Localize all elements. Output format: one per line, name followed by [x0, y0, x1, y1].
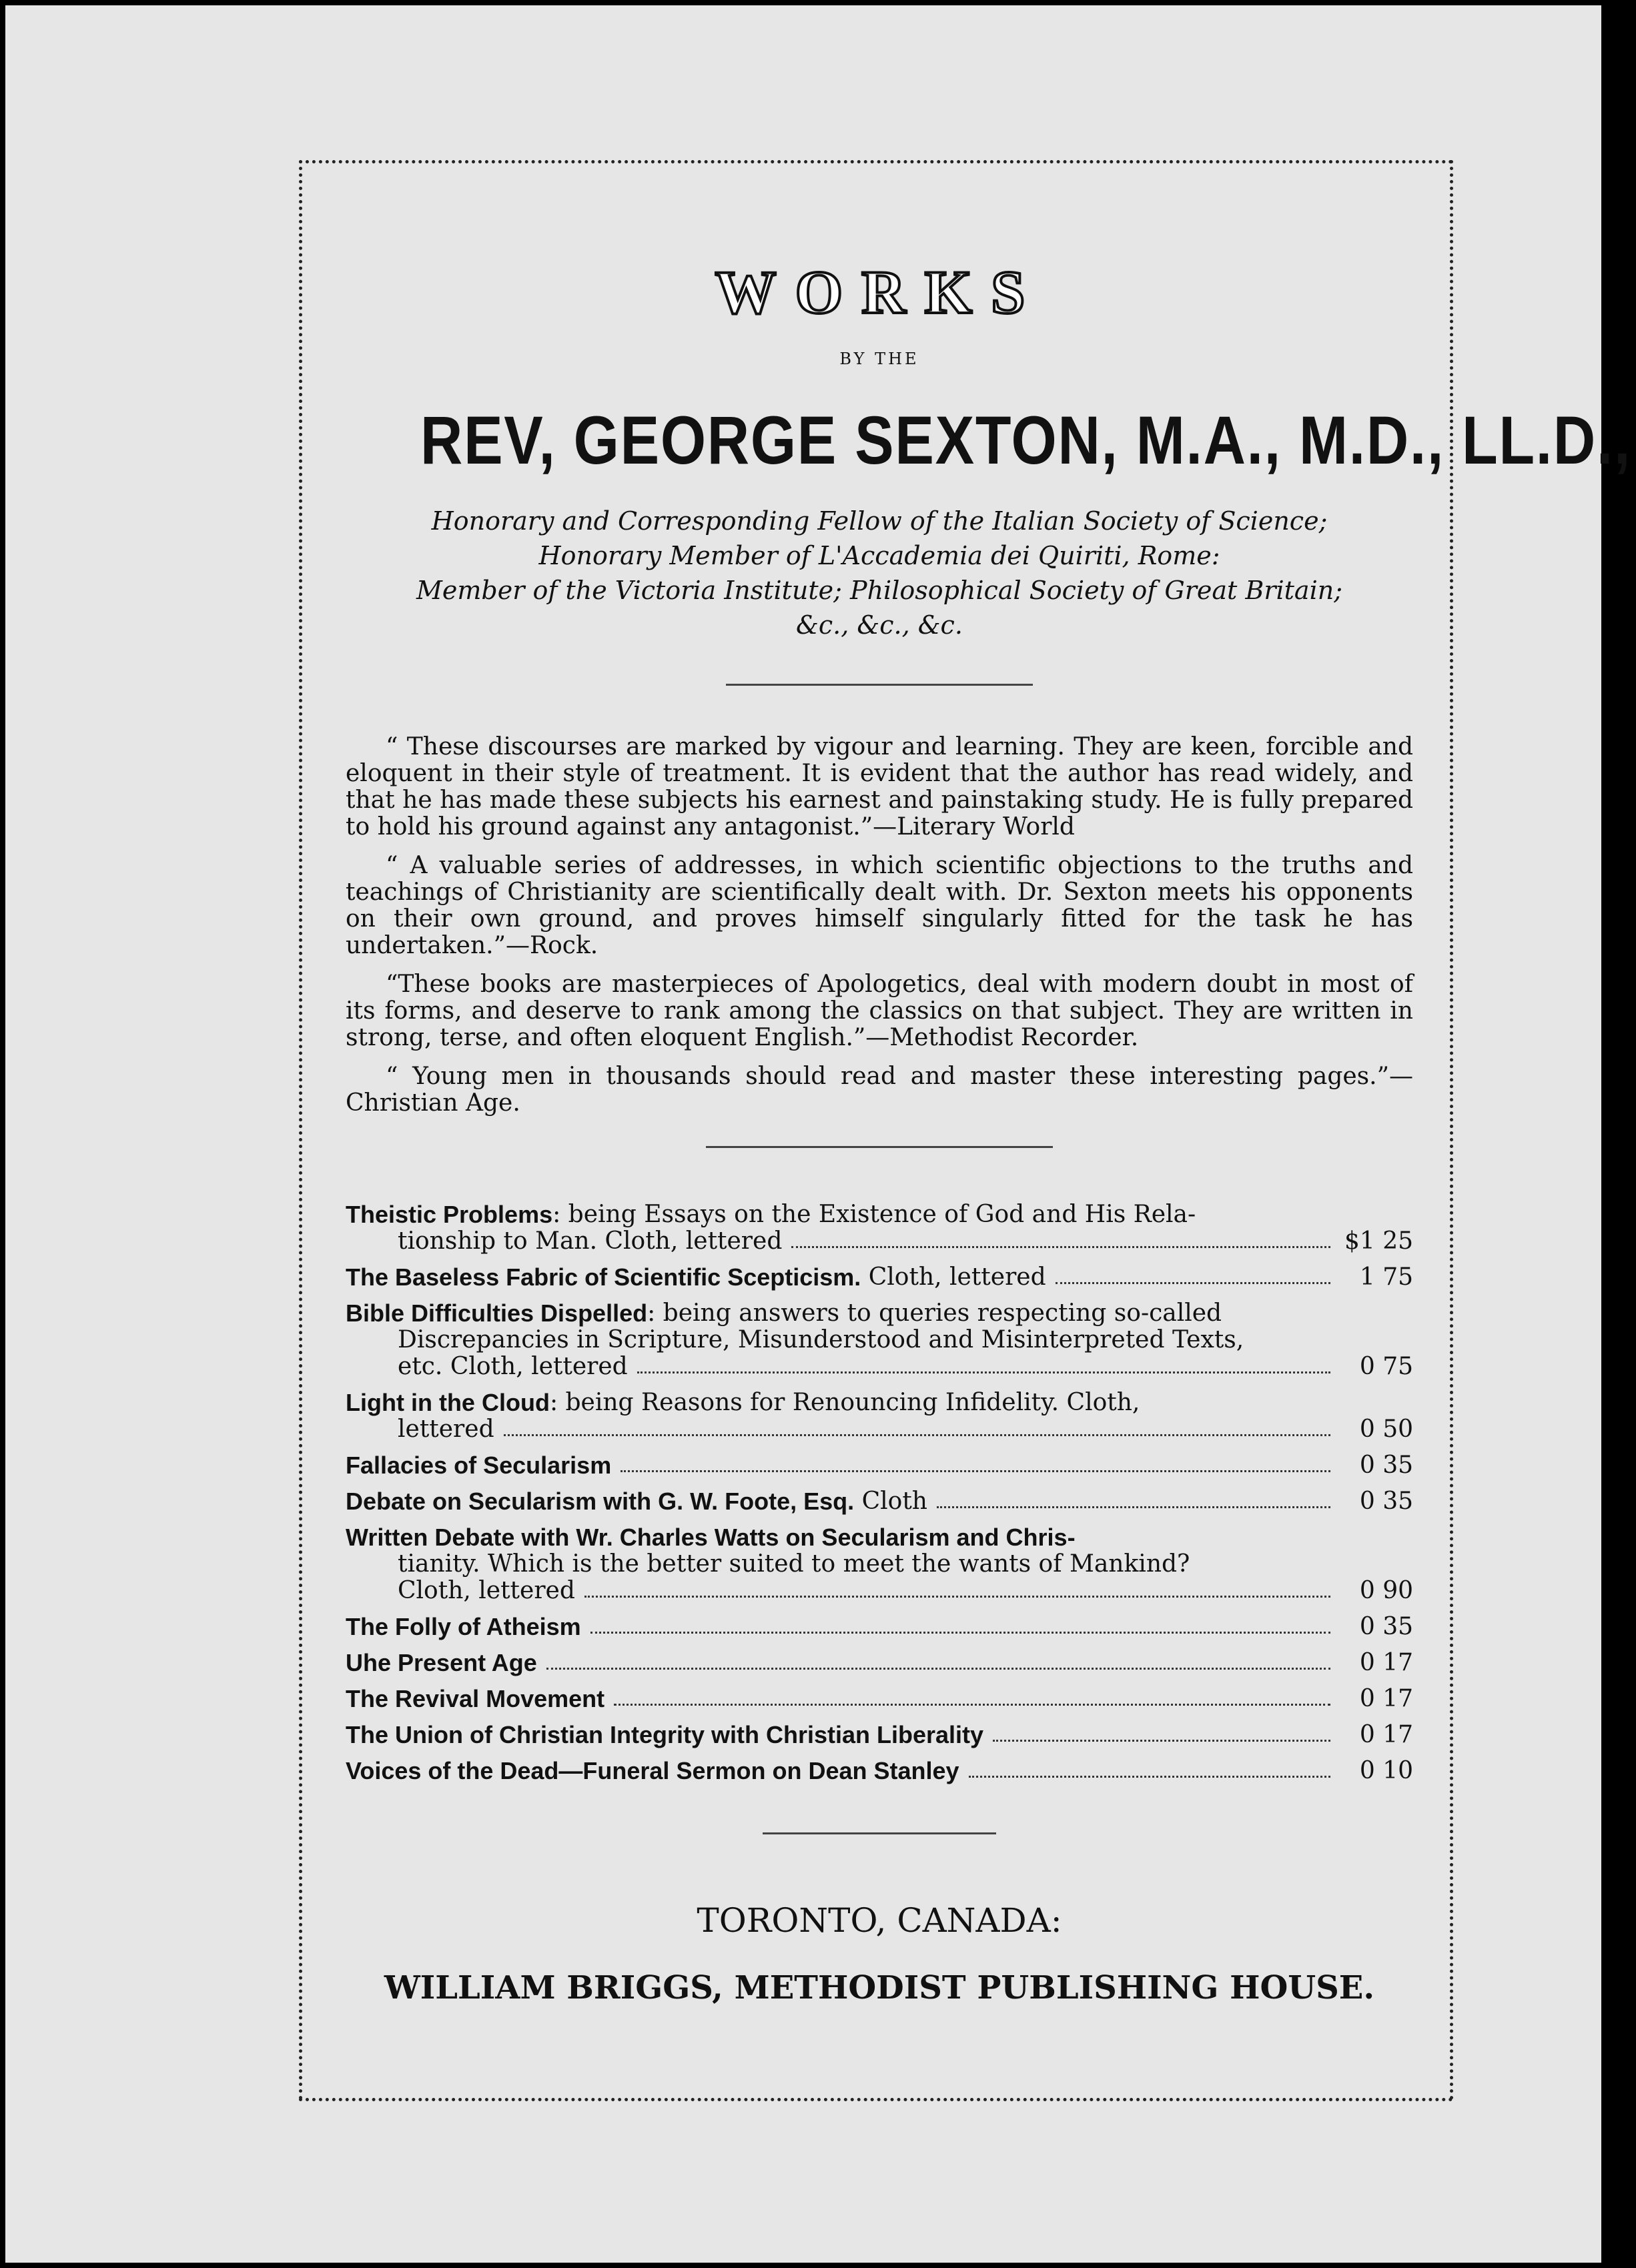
book-title: Bible Difficulties Dispelled — [346, 1299, 648, 1327]
book-title: Written Debate with Wr. Charles Watts on Secularism and Chris- — [346, 1524, 1076, 1551]
honor-line: Honorary Member of L'Accademia dei Quiriti, Rome: — [538, 541, 1220, 570]
book-price: 0 17 — [1359, 1721, 1413, 1748]
divider — [706, 1146, 1053, 1148]
book-title: The Folly of Atheism — [346, 1613, 581, 1640]
book-price: 0 17 — [1359, 1649, 1413, 1676]
book-price: 0 17 — [1359, 1685, 1413, 1712]
book-desc: Cloth, lettered — [868, 1263, 1046, 1291]
book-price: 0 50 — [1359, 1415, 1413, 1443]
book-cont: etc. Cloth, lettered — [398, 1353, 628, 1380]
list-item — [346, 1389, 1413, 1443]
book-title: Theistic Problems — [346, 1201, 553, 1228]
book-price: 0 10 — [1359, 1757, 1413, 1784]
book-price: 0 35 — [1359, 1613, 1413, 1640]
book-title: Light in the Cloud — [346, 1389, 550, 1416]
review-quote: “ Young men in thousands should read and master these interesting pages.”—Christian Age. — [346, 1063, 1413, 1117]
book-title: Uhe Present Age — [346, 1649, 537, 1676]
book-cont: tionship to Man. Cloth, lettered — [398, 1227, 783, 1255]
list-item — [346, 1452, 1413, 1479]
list-item — [346, 1722, 1413, 1748]
divider — [726, 684, 1033, 686]
book-price: 0 75 — [1359, 1353, 1413, 1380]
works-heading: WORKS — [715, 258, 1044, 326]
review-quote: “These books are masterpieces of Apologetics, deal with modern doubt in most of its forms, and deserve to rank among the classics on that subject. They are written in strong, terse, and often eloquent English.”—Methodist Recorder. — [346, 971, 1413, 1051]
honor-line: Member of the Victoria Institute; Philosophical Society of Great Britain; — [416, 576, 1343, 605]
author-name: REV, GEORGE SEXTON, M.A., M.D., LL.D., — [420, 402, 1632, 478]
list-item — [346, 1300, 1413, 1380]
book-desc: : being Reasons for Renouncing Infidelity. Cloth, — [549, 1389, 1140, 1416]
publisher-name: WILLIAM BRIGGS, METHODIST PUBLISHING HOUSE. — [384, 1969, 1375, 2007]
book-list — [346, 1201, 1413, 1784]
book-price: 0 35 — [1359, 1488, 1413, 1515]
by-the-label: BY THE — [839, 350, 919, 368]
list-item — [346, 1758, 1413, 1784]
list-item — [346, 1488, 1413, 1515]
book-title: The Union of Christian Integrity with Christian Liberality — [346, 1721, 984, 1748]
publisher-city: TORONTO, CANADA: — [697, 1901, 1062, 1940]
book-desc: Cloth — [861, 1488, 927, 1515]
book-title: Debate on Secularism with G. W. Foote, Esq. — [346, 1488, 855, 1515]
book-price: 1 75 — [1359, 1263, 1413, 1291]
honor-line: Honorary and Corresponding Fellow of the Italian Society of Science; — [431, 506, 1328, 536]
list-item — [346, 1524, 1413, 1604]
review-quotes — [346, 734, 1413, 1117]
content — [346, 258, 1632, 2007]
book-title: The Baseless Fabric of Scientific Scepticism. — [346, 1263, 861, 1291]
list-item — [346, 1650, 1413, 1676]
list-item — [346, 1614, 1413, 1640]
book-price: 0 90 — [1359, 1577, 1413, 1604]
book-title: The Revival Movement — [346, 1685, 605, 1712]
review-quote: “ These discourses are marked by vigour and learning. They are keen, forcible and eloquent in their style of treatment. It is evident that the author has read widely, and that he has made these subjects his earnest and painstaking study. He is fully prepared to hold his ground against any antagonist.”—Literary World — [346, 733, 1413, 840]
book-price: $1 25 — [1344, 1227, 1413, 1255]
book-title: Fallacies of Secularism — [346, 1452, 612, 1479]
list-item — [346, 1264, 1413, 1291]
book-cont: tianity. Which is the better suited to meet the wants of Mankind? — [398, 1550, 1190, 1578]
book-price: 0 35 — [1359, 1452, 1413, 1479]
divider — [763, 1832, 996, 1834]
book-cont: Discrepancies in Scripture, Misunderstood and Misinterpreted Texts, — [398, 1326, 1244, 1353]
review-quote: “ A valuable series of addresses, in which scientific objections to the truths and teachings of Christianity are scientifically dealt with. Dr. Sexton meets his opponents on their own ground, and proves himself singularly fitted for the task he has undertaken.”—Rock. — [346, 852, 1413, 959]
list-item — [346, 1686, 1413, 1712]
book-desc: : being Essays on the Existence of God and His Rela- — [552, 1201, 1196, 1228]
honor-line: &c., &c., &c. — [796, 610, 963, 640]
book-desc: : being answers to queries respecting so-called — [647, 1299, 1222, 1327]
page — [5, 5, 1632, 2263]
book-title: Voices of the Dead—Funeral Sermon on Dean Stanley — [346, 1757, 959, 1784]
book-cont: Cloth, lettered — [398, 1577, 575, 1604]
honors-block — [346, 504, 1413, 642]
book-cont: lettered — [398, 1415, 494, 1443]
list-item — [346, 1201, 1413, 1255]
